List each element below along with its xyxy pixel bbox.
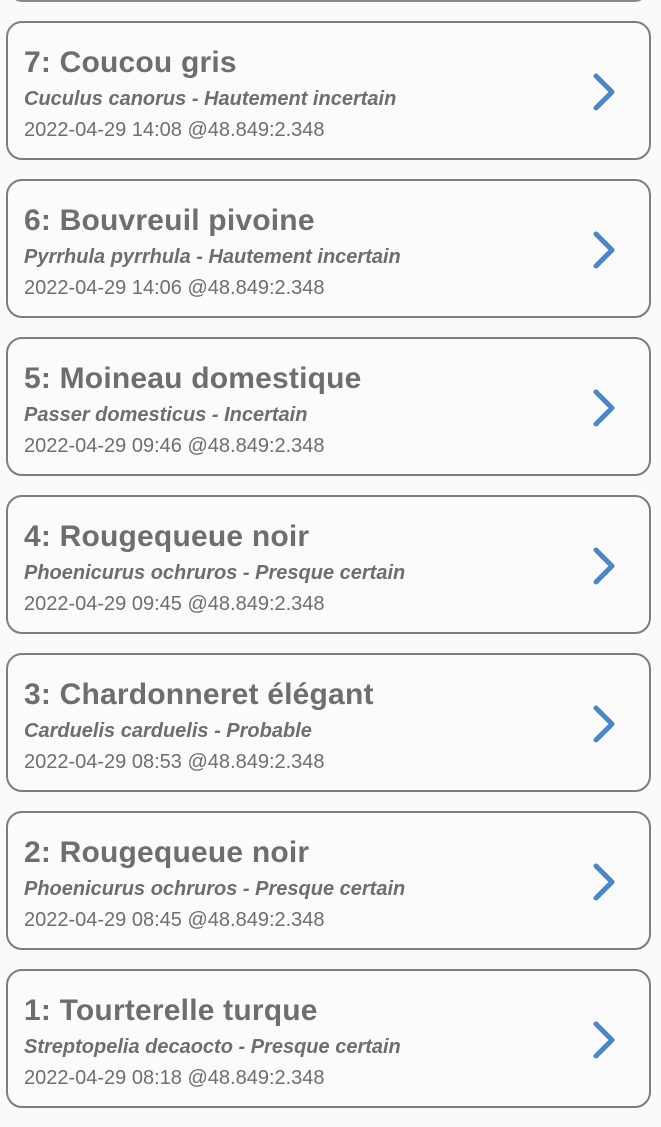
observation-card[interactable] bbox=[6, 337, 651, 476]
observation-title: 6: Bouvreuil pivoine bbox=[24, 204, 315, 237]
chevron-right-icon[interactable] bbox=[591, 1020, 617, 1060]
chevron-right-icon[interactable] bbox=[591, 546, 617, 586]
observation-species: Pyrrhula pyrrhula - Hautement incertain bbox=[24, 246, 401, 268]
observation-species: Carduelis carduelis - Probable bbox=[24, 720, 312, 742]
observation-species: Streptopelia decaocto - Presque certain bbox=[24, 1036, 401, 1058]
observation-datetime-location: 2022-04-29 09:45 @48.849:2.348 bbox=[24, 593, 325, 615]
observation-species: Cuculus canorus - Hautement incertain bbox=[24, 88, 397, 110]
observation-card[interactable] bbox=[6, 179, 651, 318]
observation-card[interactable] bbox=[6, 495, 651, 634]
observation-card[interactable] bbox=[6, 811, 651, 950]
previous-card-edge bbox=[10, 0, 647, 2]
observation-species: Phoenicurus ochruros - Presque certain bbox=[24, 878, 406, 900]
chevron-right-icon[interactable] bbox=[591, 72, 617, 112]
observation-title: 3: Chardonneret élégant bbox=[24, 678, 374, 711]
observation-card[interactable] bbox=[6, 969, 651, 1108]
observation-species: Passer domesticus - Incertain bbox=[24, 404, 308, 426]
observation-datetime-location: 2022-04-29 08:53 @48.849:2.348 bbox=[24, 751, 325, 773]
chevron-right-icon[interactable] bbox=[591, 862, 617, 902]
observation-card[interactable] bbox=[6, 21, 651, 160]
observation-card[interactable] bbox=[6, 653, 651, 792]
observation-title: 4: Rougequeue noir bbox=[24, 520, 310, 553]
observation-species: Phoenicurus ochruros - Presque certain bbox=[24, 562, 406, 584]
chevron-right-icon[interactable] bbox=[591, 230, 617, 270]
observation-list bbox=[6, 21, 651, 1127]
observation-title: 5: Moineau domestique bbox=[24, 362, 362, 395]
observation-datetime-location: 2022-04-29 08:18 @48.849:2.348 bbox=[24, 1067, 325, 1089]
observation-title: 7: Coucou gris bbox=[24, 46, 237, 79]
observation-datetime-location: 2022-04-29 14:08 @48.849:2.348 bbox=[24, 119, 325, 141]
observation-datetime-location: 2022-04-29 14:06 @48.849:2.348 bbox=[24, 277, 325, 299]
observation-datetime-location: 2022-04-29 08:45 @48.849:2.348 bbox=[24, 909, 325, 931]
observation-datetime-location: 2022-04-29 09:46 @48.849:2.348 bbox=[24, 435, 325, 457]
chevron-right-icon[interactable] bbox=[591, 704, 617, 744]
chevron-right-icon[interactable] bbox=[591, 388, 617, 428]
observation-title: 2: Rougequeue noir bbox=[24, 836, 310, 869]
observation-title: 1: Tourterelle turque bbox=[24, 994, 318, 1027]
